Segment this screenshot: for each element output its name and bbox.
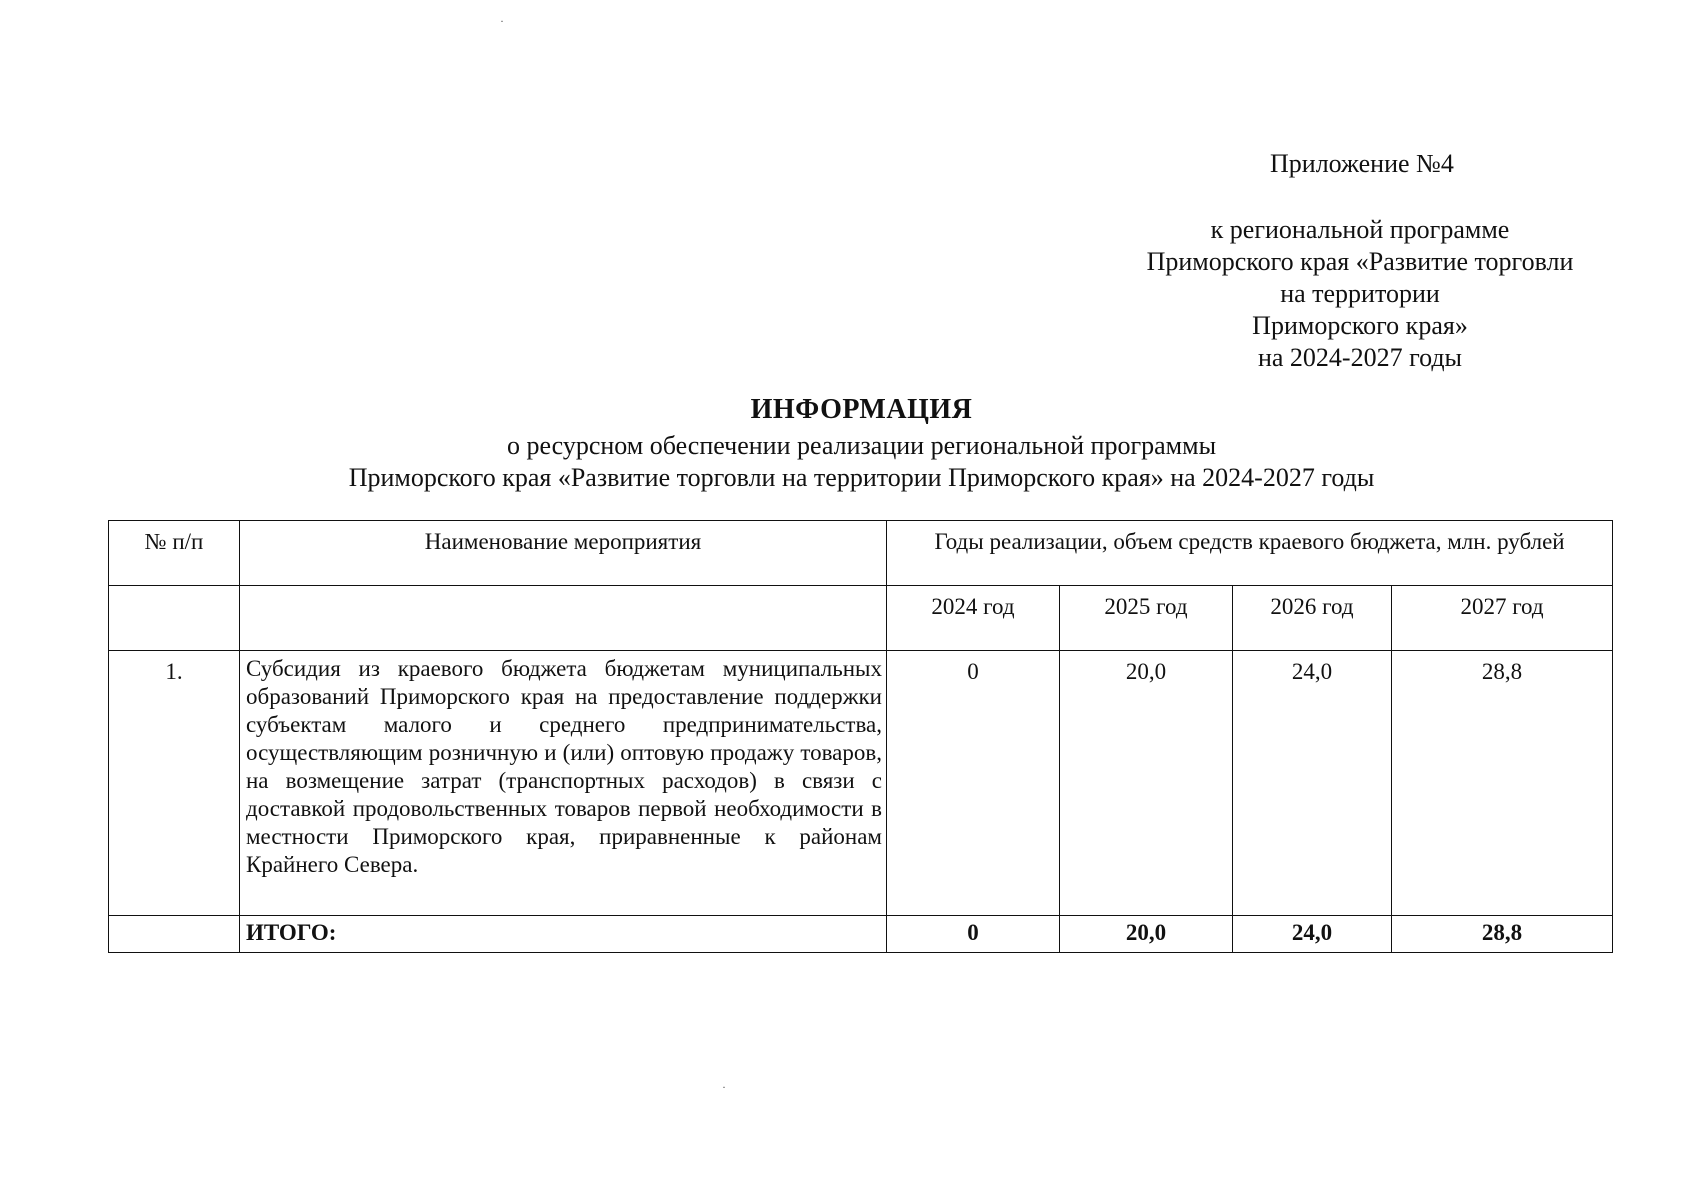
document-subtitle-line-2: Приморского края «Развитие торговли на территории Приморского края» на 2024-2027 годы <box>348 463 1375 492</box>
row-value: 24,0 <box>1233 651 1392 916</box>
empty-cell <box>240 586 887 651</box>
document-title: ИНФОРМАЦИЯ <box>750 394 973 425</box>
appendix-line: Приморского края «Развитие торговли <box>1146 247 1574 276</box>
resource-table <box>108 520 1613 953</box>
appendix-line: к региональной программе <box>1210 215 1510 244</box>
scan-speck: · <box>500 14 504 28</box>
appendix-line: на территории <box>1280 279 1440 308</box>
row-value: 28,8 <box>1392 651 1613 916</box>
table-row <box>109 651 1613 916</box>
row-measure-name: Субсидия из краевого бюджета бюджетам муниципальных образований Приморского края на предоставление поддержки субъектам малого и среднего предпринимательства, осуществляющим розничную и (или) оптовую продажу товаров, на возмещение затрат (транспортных расходов) в связи с доставкой продовольственных товаров первой необходимости в местности Приморского края, приравненные к районам Крайнего Севера. <box>240 651 887 916</box>
table-years-row <box>109 586 1613 651</box>
table-header-row <box>109 521 1613 586</box>
year-header: 2027 год <box>1392 586 1613 651</box>
header-years-group: Годы реализации, объем средств краевого бюджета, млн. рублей <box>887 521 1613 586</box>
appendix-line: на 2024-2027 годы <box>1257 343 1463 372</box>
row-number: 1. <box>109 651 240 916</box>
appendix-line: Приморского края» <box>1252 311 1468 340</box>
year-header: 2025 год <box>1060 586 1233 651</box>
document-subtitle-line-1: о ресурсном обеспечении реализации региональной программы <box>506 431 1217 460</box>
total-value: 20,0 <box>1060 916 1233 953</box>
header-name: Наименование мероприятия <box>240 521 887 586</box>
header-number: № п/п <box>109 521 240 586</box>
total-value: 24,0 <box>1233 916 1392 953</box>
total-label: ИТОГО: <box>240 916 887 953</box>
total-value: 28,8 <box>1392 916 1613 953</box>
total-value: 0 <box>887 916 1060 953</box>
row-value: 0 <box>887 651 1060 916</box>
year-header: 2026 год <box>1233 586 1392 651</box>
empty-cell <box>109 586 240 651</box>
table-total-row <box>109 916 1613 953</box>
appendix-reference <box>1130 214 1590 374</box>
row-value: 20,0 <box>1060 651 1233 916</box>
appendix-number: Приложение №4 <box>1270 149 1454 178</box>
scan-speck: · <box>722 1080 726 1094</box>
empty-cell <box>109 916 240 953</box>
year-header: 2024 год <box>887 586 1060 651</box>
